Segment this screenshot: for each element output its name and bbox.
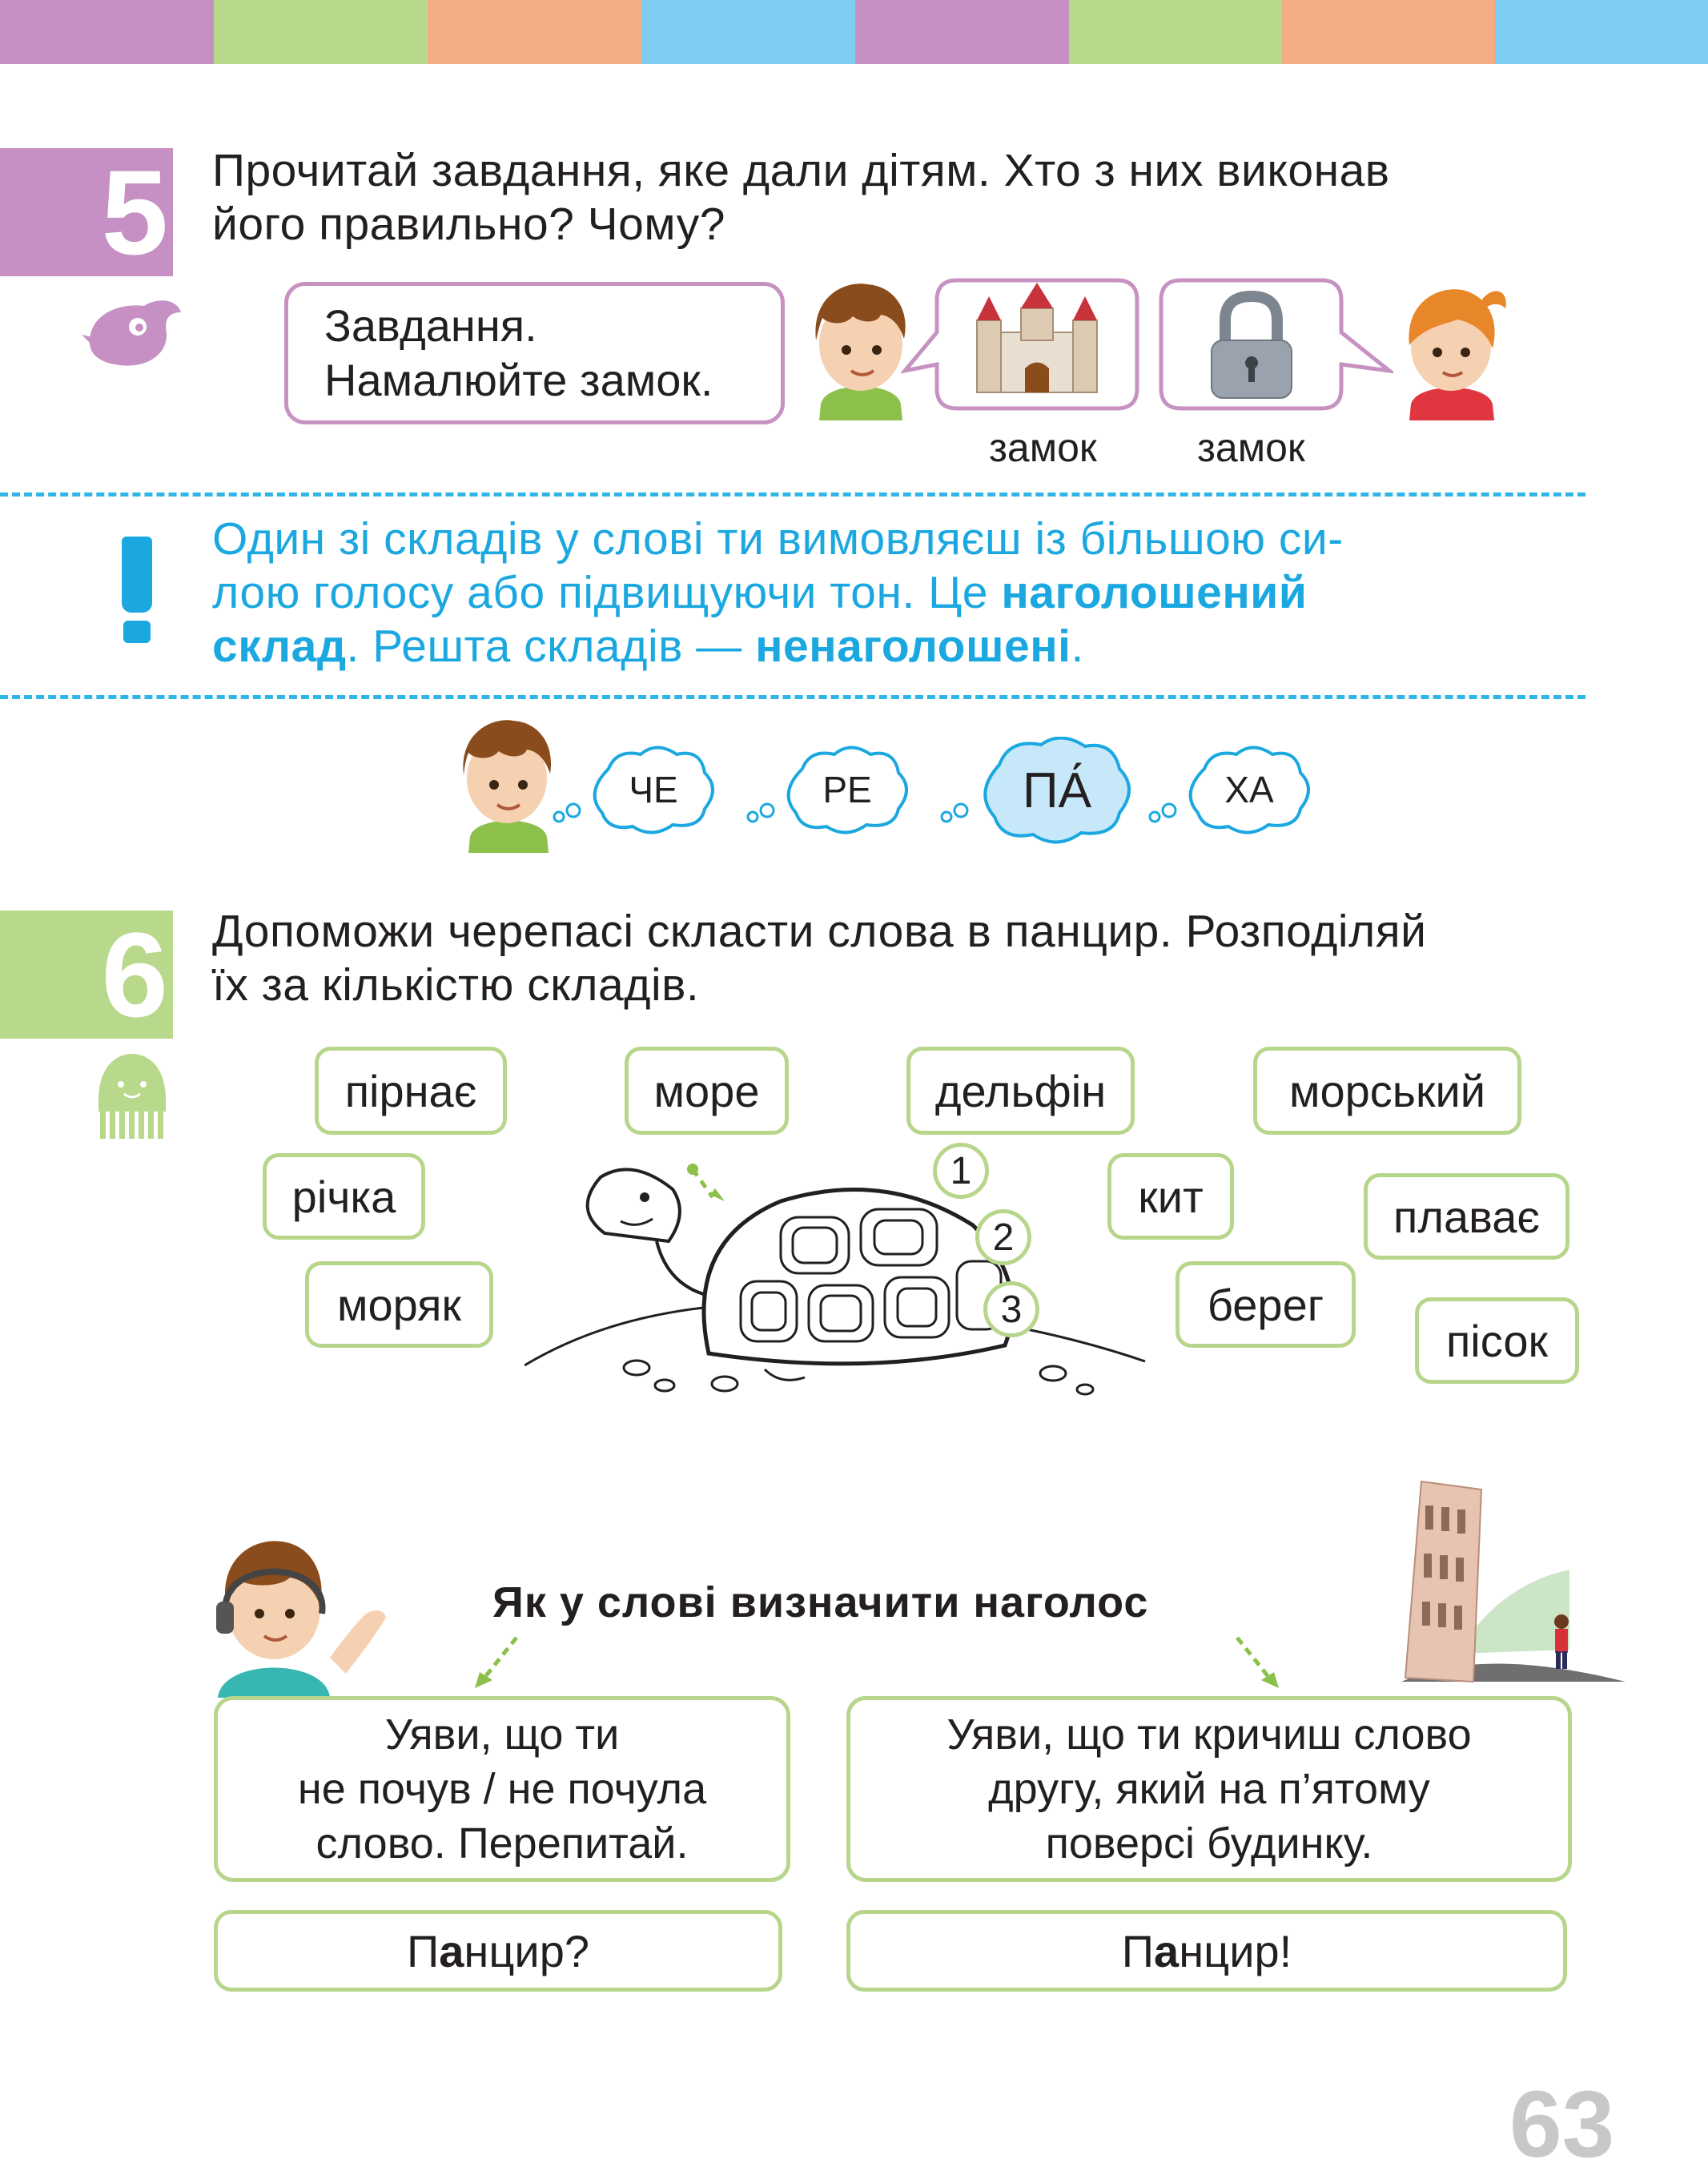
instruction-line: його правильно? Чому? [212, 199, 725, 250]
word-card[interactable]: моряк [305, 1261, 493, 1348]
example-card-left [214, 1910, 782, 1992]
boy-illustration [805, 276, 917, 420]
stress-section-title: Як у слові визначити наголос [492, 1578, 1149, 1626]
syllable-text: РЕ [822, 769, 872, 810]
instruction-line: Допоможи черепасі скласти слова в панцир. Розподіляй [212, 906, 1427, 957]
syllable-cloud [748, 748, 906, 833]
word-card[interactable]: річка [263, 1153, 425, 1240]
tip-card-right [846, 1696, 1572, 1882]
tip-line: другу, який на п’ятому [988, 1765, 1430, 1813]
rule-text-part: . Решта складів — [346, 621, 756, 672]
task-card [284, 282, 785, 424]
stripe [428, 0, 641, 64]
syllable-text: ХА [1224, 769, 1274, 810]
caption-lock: замок [1197, 425, 1305, 470]
rule-text-part: лою голосу або підвищуючи тон. Це [212, 567, 1002, 618]
rule-line [212, 566, 1573, 620]
stripe [1282, 0, 1495, 64]
tip-card-left [214, 1696, 790, 1882]
boy-with-headphones-illustration [210, 1526, 394, 1698]
rule-term-syllable: склад [212, 621, 347, 672]
dashed-divider-bottom [0, 695, 1585, 699]
caption-castle: замок [989, 425, 1097, 470]
stripe [214, 0, 428, 64]
task-card-text: Намалюйте замок. [324, 355, 713, 405]
turtle-illustration [524, 1129, 1157, 1401]
arrow-right-icon [1229, 1634, 1285, 1690]
task-5-number: 5 [0, 148, 173, 276]
bird-icon [80, 288, 184, 376]
word-card[interactable]: плаває [1364, 1173, 1569, 1260]
stripe [1069, 0, 1282, 64]
tip-line: Уяви, що ти [384, 1711, 620, 1759]
stressed-vowel: а [1154, 1925, 1180, 1976]
rule-line [212, 620, 1573, 673]
task-5-instruction [212, 144, 1557, 251]
word-card[interactable]: море [625, 1047, 789, 1135]
tip-line: не почув / не почула [297, 1765, 707, 1813]
example-card-right [846, 1910, 1567, 1992]
stripe [1495, 0, 1708, 64]
lock-speech-bubble [1157, 276, 1393, 412]
rule-line: Один зі складів у слові ти вимовляєш із більшою си- [212, 513, 1344, 565]
word-card[interactable]: дельфін [906, 1047, 1135, 1135]
stripe [0, 0, 214, 64]
syllable-text: ЧЕ [629, 769, 678, 810]
syllable-text: ПА́ [1023, 763, 1091, 818]
tip-line: поверсі будинку. [1045, 1819, 1373, 1867]
instruction-line: Прочитай завдання, яке дали дітям. Хто з них виконав [212, 145, 1390, 196]
shell-slot-number[interactable]: 1 [933, 1143, 989, 1199]
example-text: П [1121, 1925, 1155, 1976]
dashed-divider-top [0, 492, 1585, 497]
leaning-tower-illustration [1385, 1465, 1626, 1690]
rule-text-part: . [1071, 621, 1084, 672]
word-card[interactable]: морський [1253, 1047, 1521, 1135]
syllable-cloud-stressed [942, 738, 1129, 842]
page-number: 63 [1509, 2072, 1615, 2177]
syllable-cloud [554, 748, 713, 833]
example-text: нцир? [464, 1925, 589, 1976]
instruction-line: їх за кількістю складів. [212, 959, 700, 1011]
syllable-cloud [1150, 748, 1308, 833]
word-card[interactable]: пірнає [315, 1047, 507, 1135]
castle-speech-bubble [901, 276, 1141, 412]
word-card[interactable]: пісок [1415, 1297, 1579, 1384]
example-text: П [407, 1925, 440, 1976]
word-card[interactable]: берег [1176, 1261, 1356, 1348]
example-text: нцир! [1179, 1925, 1292, 1976]
boy-illustration-small [452, 713, 565, 853]
syllable-clouds [553, 737, 1353, 857]
jellyfish-icon [92, 1051, 172, 1140]
stressed-vowel: а [439, 1925, 464, 1976]
rule-term-stressed: наголошений [1001, 567, 1308, 618]
shell-slot-number[interactable]: 3 [983, 1281, 1039, 1337]
task-6-number: 6 [0, 911, 173, 1039]
tip-line: Уяви, що ти кричиш слово [946, 1711, 1472, 1759]
word-card[interactable]: кит [1107, 1153, 1234, 1240]
stripe [855, 0, 1069, 64]
shell-slot-number[interactable]: 2 [975, 1209, 1031, 1265]
task-card-title: Завдання. [324, 300, 537, 351]
rule-term-unstressed: ненаголошені [755, 621, 1071, 672]
stripe [641, 0, 855, 64]
exclamation-icon [120, 537, 154, 645]
rule-text [212, 513, 1573, 673]
task-6-instruction [212, 905, 1589, 1012]
arrow-left-icon [468, 1634, 524, 1690]
girl-illustration [1393, 276, 1513, 420]
tip-line: слово. Перепитай. [315, 1819, 689, 1867]
